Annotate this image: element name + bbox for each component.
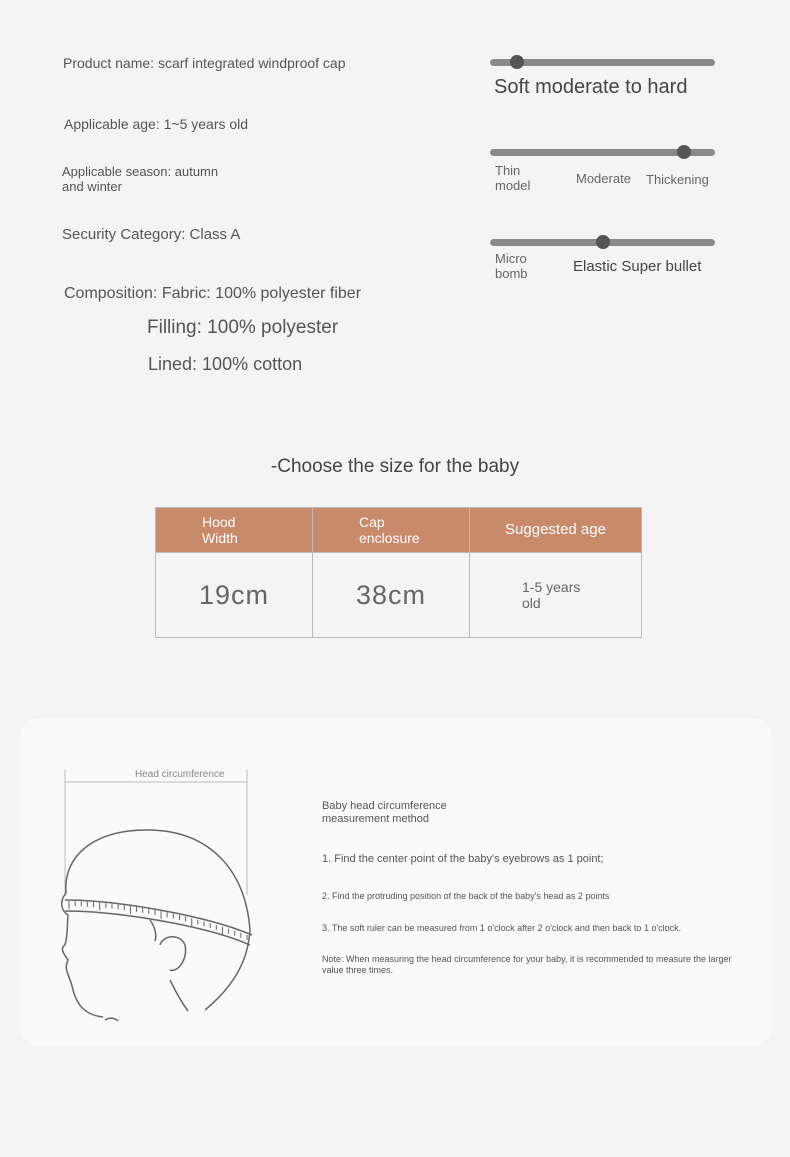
elasticity-indicator [596, 235, 610, 249]
measure-step-3: 3. The soft ruler can be measured from 1 o'clock after 2 o'clock and then back to 1 o'clock. [322, 923, 682, 933]
elasticity-scale [490, 239, 715, 246]
elasticity-label-micro: Micro bomb [495, 251, 528, 281]
spec-lined: Lined: 100% cotton [148, 354, 303, 374]
measure-step-1: 1. Find the center point of the baby's eyebrows as 1 point; [322, 853, 604, 865]
spec-product-name: Product name: scarf integrated windproof cap [63, 55, 346, 71]
spec-season-line2: and winter [62, 179, 122, 194]
spec-composition: Composition: Fabric: 100% polyester fiber [64, 285, 362, 302]
measure-title: Baby head circumference measurement method [322, 800, 447, 825]
spec-age: Applicable age: 1~5 years old [64, 116, 249, 132]
spec-filling: Filling: 100% polyester [147, 317, 339, 338]
spec-security: Security Category: Class A [62, 226, 241, 243]
size-table [155, 507, 642, 638]
header-cap-enclosure: Cap enclosure [313, 508, 470, 553]
thickness-label-moderate: Moderate [576, 171, 631, 186]
thickness-scale [490, 149, 715, 156]
elasticity-label-super: Elastic Super bullet [573, 258, 702, 275]
header-suggested-age: Suggested age [470, 508, 642, 553]
spec-season-line1: Applicable season: autumn [62, 164, 219, 179]
value-cap-enclosure: 38cm [313, 553, 470, 638]
thickness-label-thin: Thin model [495, 163, 531, 193]
header-hood-width: Hood Width [156, 508, 313, 553]
head-diagram [55, 765, 265, 1027]
softness-indicator [510, 55, 524, 69]
size-heading: -Choose the size for the baby [270, 456, 520, 477]
measure-step-2: 2. Find the protruding position of the back of the baby's head as 2 points [322, 891, 610, 901]
softness-scale [490, 59, 715, 66]
softness-label: Soft moderate to hard [494, 76, 688, 98]
value-suggested-age: 1-5 years old [470, 553, 642, 638]
thickness-indicator [677, 145, 691, 159]
diagram-label: Head circumference [135, 769, 225, 780]
thickness-label-thickening: Thickening [646, 172, 709, 187]
measure-note: Note: When measuring the head circumference for your baby, it is recommended to measure the larger value three times. [322, 954, 732, 975]
value-hood-width: 19cm [156, 553, 313, 638]
